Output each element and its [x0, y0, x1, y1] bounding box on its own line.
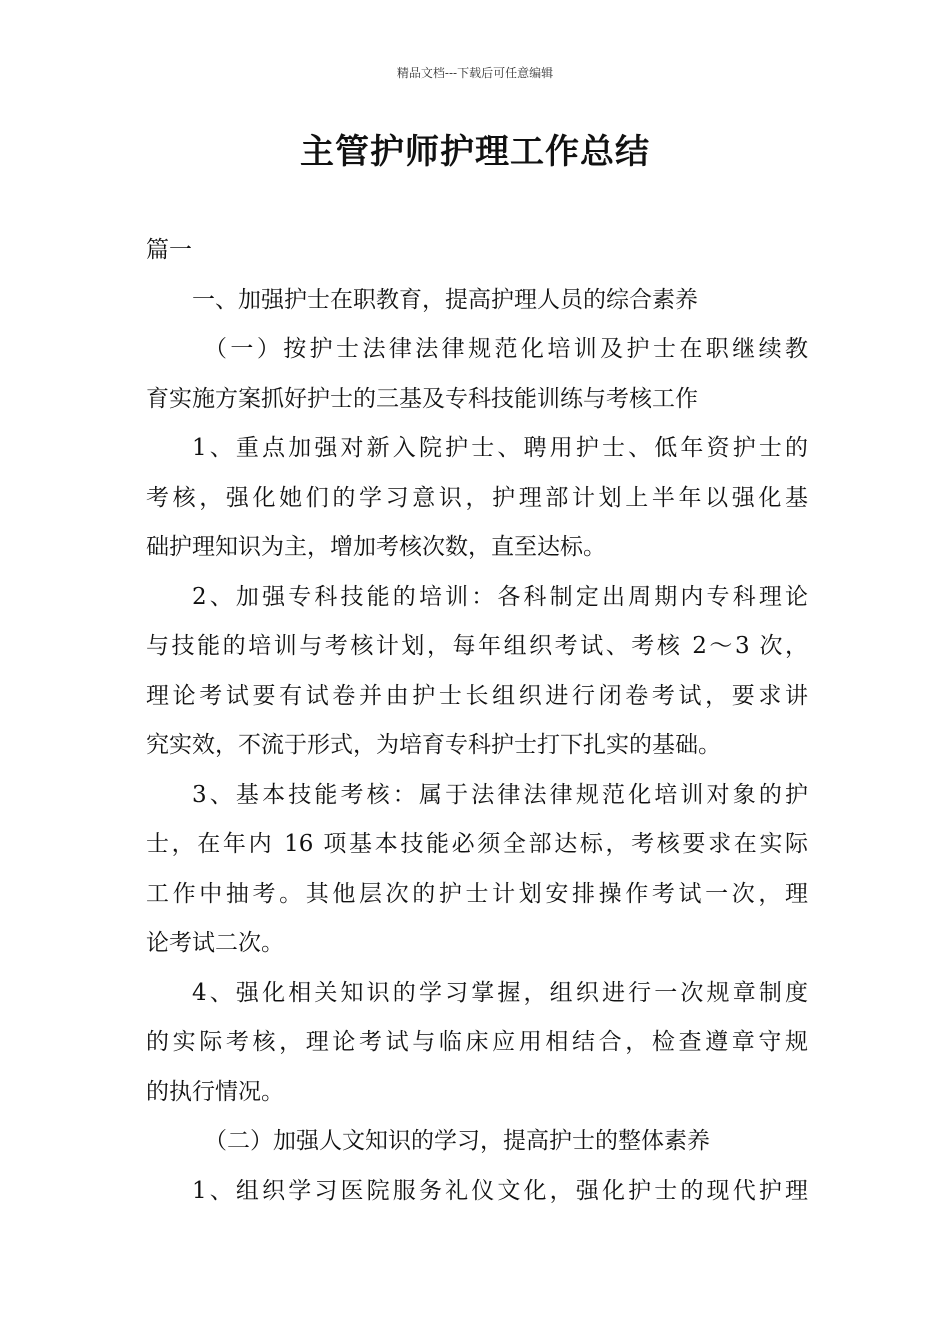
paragraph-line: 考核，强化她们的学习意识，护理部计划上半年以强化基 [146, 484, 808, 511]
header-note: 精品文档---下载后可任意编辑 [396, 66, 554, 80]
paragraph-line: 的执行情况。 [146, 1078, 284, 1105]
paragraph-line: 1、组织学习医院服务礼仪文化，强化护士的现代护理 [192, 1177, 808, 1204]
section-heading: 一、加强护士在职教育，提高护理人员的综合素养 [192, 286, 698, 313]
paragraph-line: 1、重点加强对新入院护士、聘用护士、低年资护士的 [192, 435, 808, 461]
document-body [146, 226, 808, 1216]
paragraph-line: 2、加强专科技能的培训：各科制定出周期内专科理论 [192, 583, 808, 610]
paragraph-line: 础护理知识为主，增加考核次数，直至达标。 [146, 534, 606, 560]
document-title: 主管护师护理工作总结 [300, 132, 650, 172]
paragraph-line: 论考试二次。 [146, 930, 284, 956]
paragraph-line: 究实效，不流于形式，为培育专科护士打下扎实的基础。 [146, 732, 721, 758]
subsection-heading: （一）按护士法律法律规范化培训及护士在职继续教 [204, 336, 808, 362]
paragraph-line: 与技能的培训与考核计划，每年组织考试、考核 2～3 次， [146, 633, 808, 659]
paragraph-line: 士，在年内 16 项基本技能必须全部达标，考核要求在实际 [146, 831, 808, 857]
paragraph-line: 工作中抽考。其他层次的护士计划安排操作考试一次，理 [146, 880, 808, 907]
paragraph-line: 3、基本技能考核：属于法律法律规范化培训对象的护 [192, 781, 808, 808]
paragraph-line: 4、强化相关知识的学习掌握，组织进行一次规章制度 [192, 979, 808, 1006]
subsection-heading: （二）加强人文知识的学习，提高护士的整体素养 [204, 1128, 710, 1154]
section-label: 篇一 [146, 237, 192, 263]
paragraph-line: 的实际考核，理论考试与临床应用相结合，检查遵章守规 [146, 1029, 808, 1055]
paragraph-line: 理论考试要有试卷并由护士长组织进行闭卷考试，要求讲 [146, 682, 808, 709]
subsection-heading-cont: 育实施方案抓好护士的三基及专科技能训练与考核工作 [146, 385, 698, 412]
